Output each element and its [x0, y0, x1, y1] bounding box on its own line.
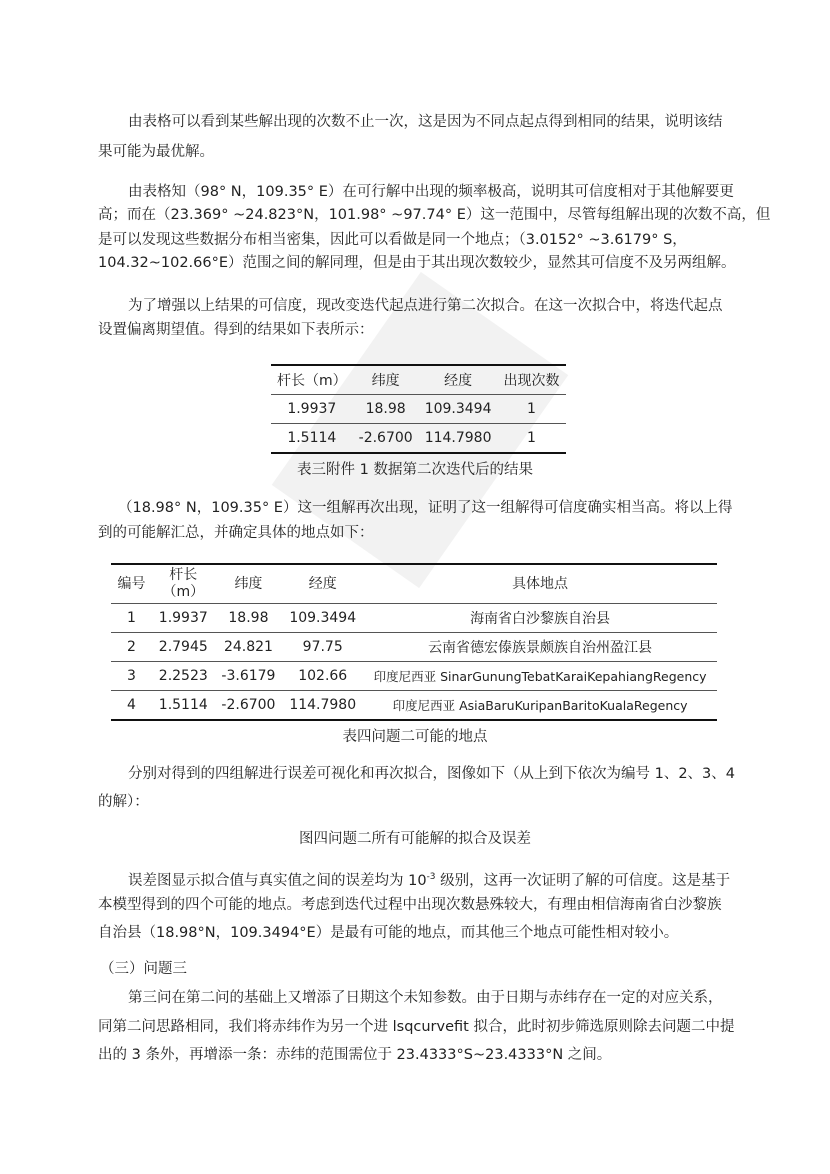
cell: 1 [111, 604, 152, 633]
table-row [111, 691, 717, 721]
paragraph-line: 出的 3 条外，再增添一条：赤纬的范围需位于 23.4333°S~23.4333°N 之间。 [98, 1047, 612, 1063]
paragraph-line: 为了增强以上结果的可信度，现改变迭代起点进行第二次拟合。在这一次拟合中，将迭代起点 [128, 298, 723, 314]
cell: 1 [527, 430, 536, 446]
cell: 海南省白沙黎族自治县 [363, 604, 717, 633]
cell: 印度尼西亚 AsiaBaruKuripanBaritoKualaRegency [392, 698, 688, 713]
text: 误差图显示拟合值与真实值之间的误差均为 10 [128, 872, 427, 889]
table-header-row [111, 564, 717, 604]
header-cell: 出现次数 [498, 365, 566, 395]
cell: 1.5114 [158, 697, 208, 713]
paragraph-line: 同第二问思路相同，我们将赤纬作为另一个进 lsqcurvefit 拟合，此时初步筛选原则除去问题二中提 [98, 1019, 735, 1035]
cell: 1.5114 [287, 430, 337, 446]
section-heading: （三）问题三 [100, 961, 187, 977]
cell: -2.6700 [221, 697, 276, 713]
cell: 114.7980 [424, 430, 492, 446]
cell: 109.3494 [282, 604, 363, 633]
table-header-row [271, 365, 566, 395]
cell: 1 [498, 395, 566, 424]
paragraph-line: 到的可能解汇总，并确定具体的地点如下： [98, 525, 374, 541]
cell: 97.75 [282, 633, 363, 662]
locations-table-4 [111, 563, 717, 721]
header-cell: 纬度 [215, 564, 283, 604]
cell: 印度尼西亚 SinarGunungTebatKaraiKepahiangRegency [363, 662, 717, 691]
cell: 1.9937 [152, 604, 215, 633]
cell: 1.9937 [271, 395, 353, 424]
cell: 109.3494 [419, 395, 498, 424]
cell: 18.98 [353, 395, 419, 424]
header-cell: 经度 [419, 365, 498, 395]
paragraph-line: 分别对得到的四组解进行误差可视化和再次拟合，图像如下（从上到下依次为编号 1、2、3、4 [128, 766, 736, 782]
table-row [111, 662, 717, 691]
header-cell: 纬度 [353, 365, 419, 395]
header-cell [152, 564, 215, 604]
table-caption: 表三附件 1 数据第二次迭代后的结果 [297, 462, 533, 478]
results-table-3 [271, 364, 566, 454]
header-cell: 杆长（m） [271, 365, 353, 395]
paragraph-line: （18.98° N，109.35° E）这一组解再次出现，证明了这一组解得可信度确实相当高。将以上得 [118, 500, 733, 516]
paragraph-line [128, 867, 730, 891]
header-cell: 经度 [282, 564, 363, 604]
header-unit: （m） [162, 584, 205, 600]
cell: 3 [111, 662, 152, 691]
table-row [111, 604, 717, 633]
table-caption: 表四问题二可能的地点 [342, 729, 488, 745]
paragraph-line: 由表格知（98° N，109.35° E）在可行解中出现的频率极高，说明其可信度相对于其他解要更 [128, 184, 734, 200]
table-row [271, 424, 566, 454]
paragraph-line: 高；而在（23.369° ~24.823°N，101.98° ~97.74° E）这一范围中，尽管每组解出现的次数不高，但 [98, 207, 771, 223]
figure-caption: 图四问题二所有可能解的拟合及误差 [299, 831, 531, 847]
paragraph-line: 由表格可以看到某些解出现的次数不止一次，这是因为不同点起点得到相同的结果，说明该结 [128, 114, 723, 130]
table-row [271, 395, 566, 424]
cell: -3.6179 [215, 662, 283, 691]
paragraph-line: 104.32~102.66°E）范围之间的解同理，但是由于其出现次数较少，显然其可信度不及另两组解。 [98, 255, 736, 271]
cell: 2.2523 [152, 662, 215, 691]
header-text: 杆长 [169, 567, 198, 583]
cell: 2.7945 [152, 633, 215, 662]
cell: 4 [127, 697, 136, 713]
paragraph-line: 设置偏离期望值。得到的结果如下表所示： [98, 322, 374, 338]
cell: 云南省德宏傣族景颇族自治州盈江县 [363, 633, 717, 662]
cell: 2 [111, 633, 152, 662]
paragraph-line: 果可能为最优解。 [98, 144, 214, 160]
header-cell: 编号 [111, 564, 152, 604]
cell: 114.7980 [289, 697, 357, 713]
cell: -2.6700 [358, 430, 413, 446]
paragraph-line: 本模型得到的四个可能的地点。考虑到迭代过程中出现次数悬殊较大，有理由相信海南省白沙黎族 [98, 897, 722, 913]
paragraph-line: 的解）： [98, 794, 149, 810]
header-cell: 具体地点 [363, 564, 717, 604]
cell: 18.98 [215, 604, 283, 633]
cell: 102.66 [282, 662, 363, 691]
cell: 24.821 [215, 633, 283, 662]
paragraph-line: 是可以发现这些数据分布相当密集，因此可以看做是同一个地点；（3.0152° ~3.6179° S， [98, 232, 687, 248]
table-row [111, 633, 717, 662]
paragraph-line: 第三问在第二问的基础上又增添了日期这个未知参数。由于日期与赤纬存在一定的对应关系， [128, 990, 723, 1006]
text: 级别，这再一次证明了解的可信度。这是基于 [435, 872, 731, 889]
superscript: -3 [426, 872, 436, 882]
paragraph-line: 自治县（18.98°N，109.3494°E）是最有可能的地点，而其他三个地点可能性相对较小。 [98, 925, 679, 941]
